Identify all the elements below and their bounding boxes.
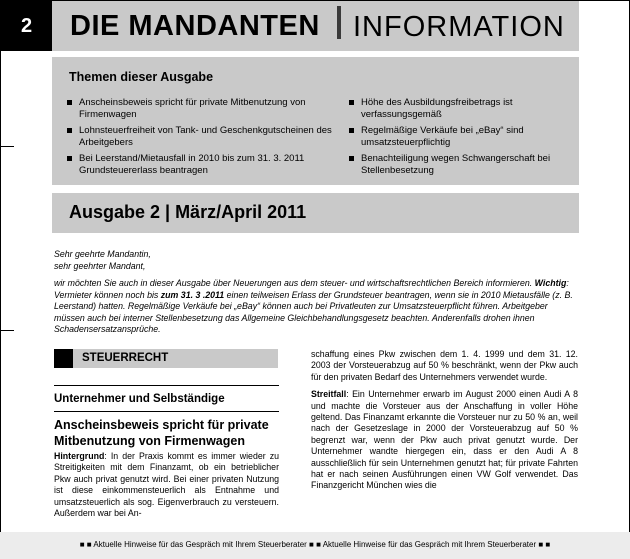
- masthead-subtitle: INFORMATION: [353, 11, 565, 43]
- article-title: Anscheinsbeweis spricht für private Mitbenutzung von Firmenwagen: [54, 418, 269, 448]
- issue-number: 2: [1, 1, 52, 51]
- themes-box: [52, 57, 579, 185]
- bullet-icon: [67, 100, 72, 105]
- theme-item: Regelmäßige Verkäufe bei „eBay“ sind umsatzsteuerpflichtig: [349, 125, 574, 149]
- themes-list-right: [349, 97, 574, 181]
- greeting-line: Sehr geehrte Mandantin,: [54, 249, 151, 259]
- footer: [0, 532, 630, 559]
- theme-item: Anscheinsbeweis spricht für private Mitbenutzung von Firmenwagen: [67, 97, 332, 121]
- margin-mark: [0, 330, 14, 331]
- theme-item: Höhe des Ausbildungsfreibetrags ist verfassungsgemäß: [349, 97, 574, 121]
- masthead: [52, 1, 579, 51]
- bullet-icon: [67, 128, 72, 133]
- bullet-icon: [67, 156, 72, 161]
- article-right-column: schaffung eines Pkw zwischen dem 1. 4. 1999 und dem 31. 12. 2003 der Vorsteuerabzug auf 50 % beschränkt, wenn der Pkw auch für den privaten Bedarf des Unternehmers verwendet wurde. Streitfall: Ein Unternehmer erwarb im August 2000 einen Audi A 8 und machte die Vorsteuer aus der Anschaffung in voller Höhe geltend. Das Finanzamt erkannte die Vorsteuer nur zu 50 % an, weil nach der Gesetzeslage in 2000 der Vorsteuerabzug auf 50 % begrenzt war, wenn der Pkw auch privat genutzt wurde. Der Unternehmer wandte hiergegen ein, dass er den Audi A 8 ausschließlich für sein Unternehmen genutzt hat; für private Fahrten hat er nach seinen Ausführungen einen VW Golf verwendet. Das Finanzgericht München wies die: [311, 349, 578, 491]
- bullet-icon: [349, 128, 354, 133]
- edition-bar: [52, 193, 579, 233]
- section-label: STEUERRECHT: [82, 352, 169, 364]
- subsection-title: Unternehmer und Selbständige: [54, 393, 225, 405]
- section-marker: [54, 349, 73, 368]
- masthead-divider: [337, 6, 341, 39]
- bullet-icon: [349, 100, 354, 105]
- intro-paragraph: wir möchten Sie auch in dieser Ausgabe über Neuerungen aus dem steuer- und wirtschaftsrechtlichen Bereich informieren. Wichtig: Vermieter können noch bis zum 31. 3 .2011 einen teilweisen Erlass der Grundsteuer beantragen, wenn sie in 2010 Mietausfälle (z. B. Leerstand) hatten. Regelmäßige Verkäufe bei „eBay“ können auch bei Privatleuten zur Umsatzsteuerpflicht führen. Arbeitgeber müssen auch bei interner Stellenbesetzung das Allgemeine Gleichbehandlungsgesetz beachten. Anderenfalls drohen ihnen Schadensersatzansprüche.: [54, 278, 573, 334]
- theme-item: Lohnsteuerfreiheit von Tank- und Geschenkgutscheinen des Arbeitgebers: [67, 125, 332, 149]
- bullet-icon: [349, 156, 354, 161]
- theme-item: Benachteiligung wegen Schwangerschaft bei Stellenbesetzung: [349, 153, 574, 177]
- section-header: [54, 349, 278, 368]
- divider: [54, 385, 279, 386]
- theme-item: Bei Leerstand/Mietausfall in 2010 bis zum 31. 3. 2011 Grundsteuererlass beantragen: [67, 153, 332, 177]
- margin-mark: [0, 146, 14, 147]
- article-left-column: Hintergrund: In der Praxis kommt es immer wieder zu Streitigkeiten mit dem Finanzamt, ob ein betrieblicher Pkw auch privat genutzt wird. Bei einer privaten Nutzung ist diese einkommensteuerlich als Entnahme und umsatzsteuerlich als sog. Eigenverbrauch zu versteuern. Außerdem war bei An-: [54, 451, 279, 519]
- masthead-title: DIE MANDANTEN: [70, 10, 320, 42]
- greeting-line: sehr geehrter Mandant,: [54, 260, 146, 271]
- divider: [54, 411, 279, 412]
- themes-list-left: [67, 97, 332, 181]
- edition-label: Ausgabe 2 | März/April 2011: [69, 202, 307, 222]
- intro-letter: [54, 249, 576, 336]
- footer-text: ■ ■ Aktuelle Hinweise für das Gespräch mit Ihrem Steuerberater ■ ■ Aktuelle Hinweise für das Gespräch mit Ihrem Steuerberater ■ ■: [79, 540, 551, 549]
- themes-heading: Themen dieser Ausgabe: [69, 70, 214, 84]
